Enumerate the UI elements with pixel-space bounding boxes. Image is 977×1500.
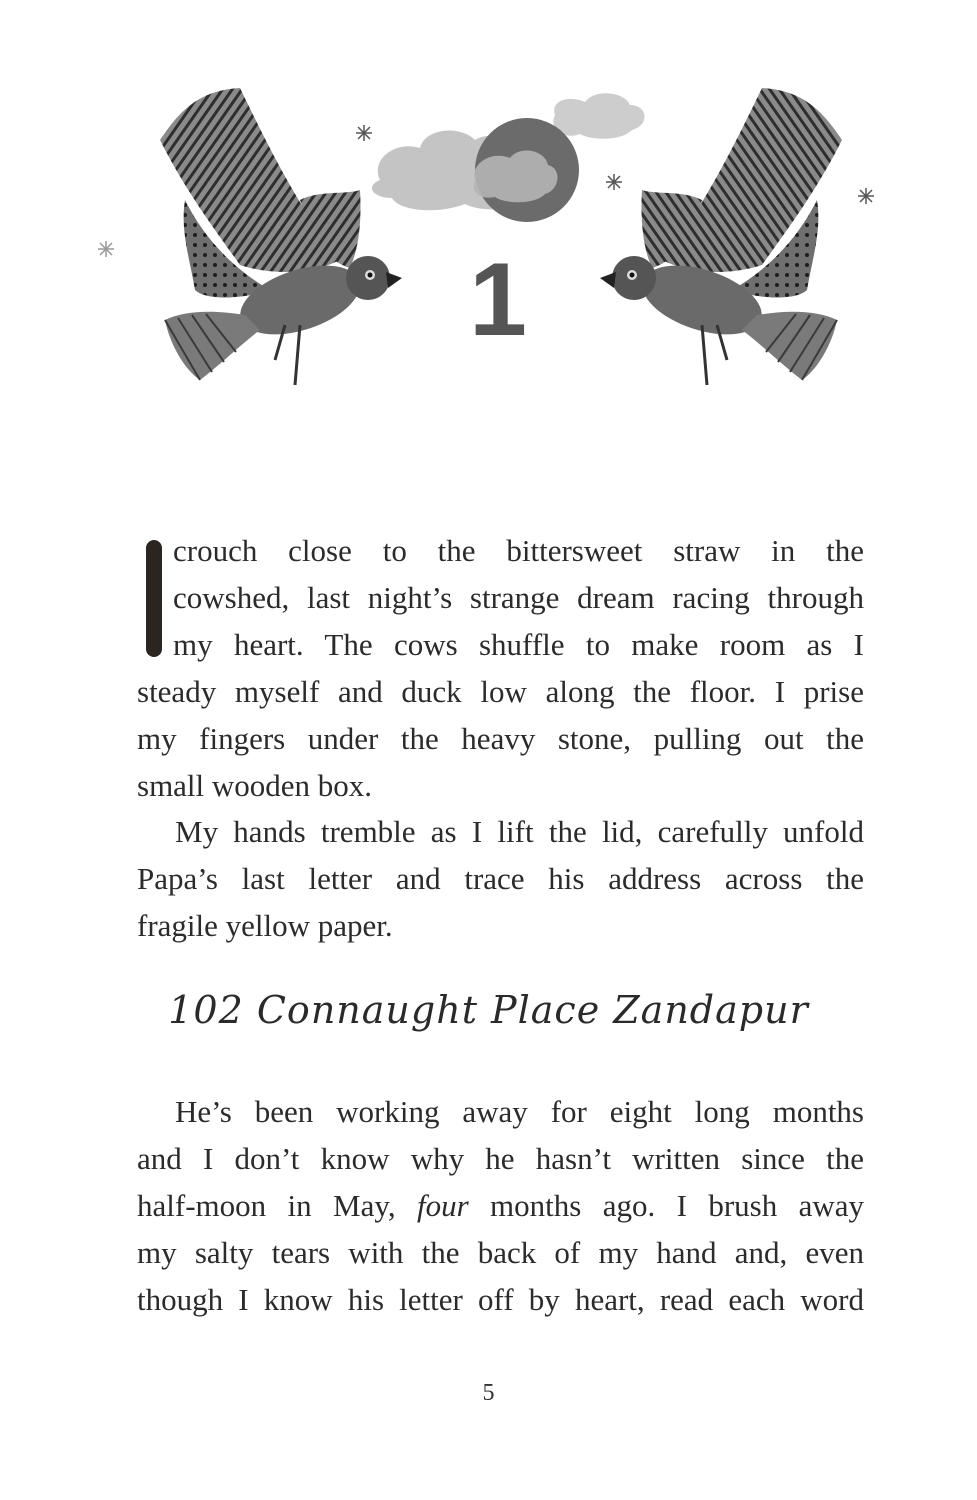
- paragraph-1: [137, 527, 864, 809]
- text-line: fragile yellow paper.: [137, 908, 393, 943]
- text-line: crouch close to the bittersweet straw in the: [173, 533, 864, 568]
- text-line: cowshed, last night’s strange dream racing through: [173, 580, 864, 615]
- page-number: 5: [482, 1380, 495, 1406]
- text-line: He’s been working away for eight long months: [175, 1094, 864, 1129]
- text-line: steady myself and duck low along the floor. I prise: [137, 674, 864, 709]
- text-line: My hands tremble as I lift the lid, carefully unfold: [175, 814, 864, 849]
- text-segment: months ago. I brush away: [490, 1188, 864, 1223]
- handwritten-address: 102 Connaught Place Zandapur: [168, 988, 809, 1032]
- text-line: [137, 1182, 864, 1229]
- text-line: small wooden box.: [137, 768, 373, 803]
- text-line: my salty tears with the back of my hand and, even: [137, 1235, 864, 1270]
- text-line: and I don’t know why he hasn’t written since the: [137, 1141, 864, 1176]
- paragraph-2: [137, 808, 864, 949]
- paragraph-3: [137, 1088, 864, 1323]
- chapter-number: 1: [469, 242, 527, 358]
- text-line: my fingers under the heavy stone, pulling out the: [137, 721, 864, 756]
- text-line: my heart. The cows shuffle to make room as I: [173, 627, 864, 662]
- text-line: though I know his letter off by heart, read each word: [137, 1282, 864, 1317]
- text-segment: half-moon in May,: [137, 1188, 396, 1223]
- chapter-illustration: [0, 0, 977, 430]
- text-line: Papa’s last letter and trace his address across the: [137, 861, 864, 896]
- emphasis-word: four: [416, 1188, 469, 1223]
- right-hawk-icon: [600, 88, 842, 385]
